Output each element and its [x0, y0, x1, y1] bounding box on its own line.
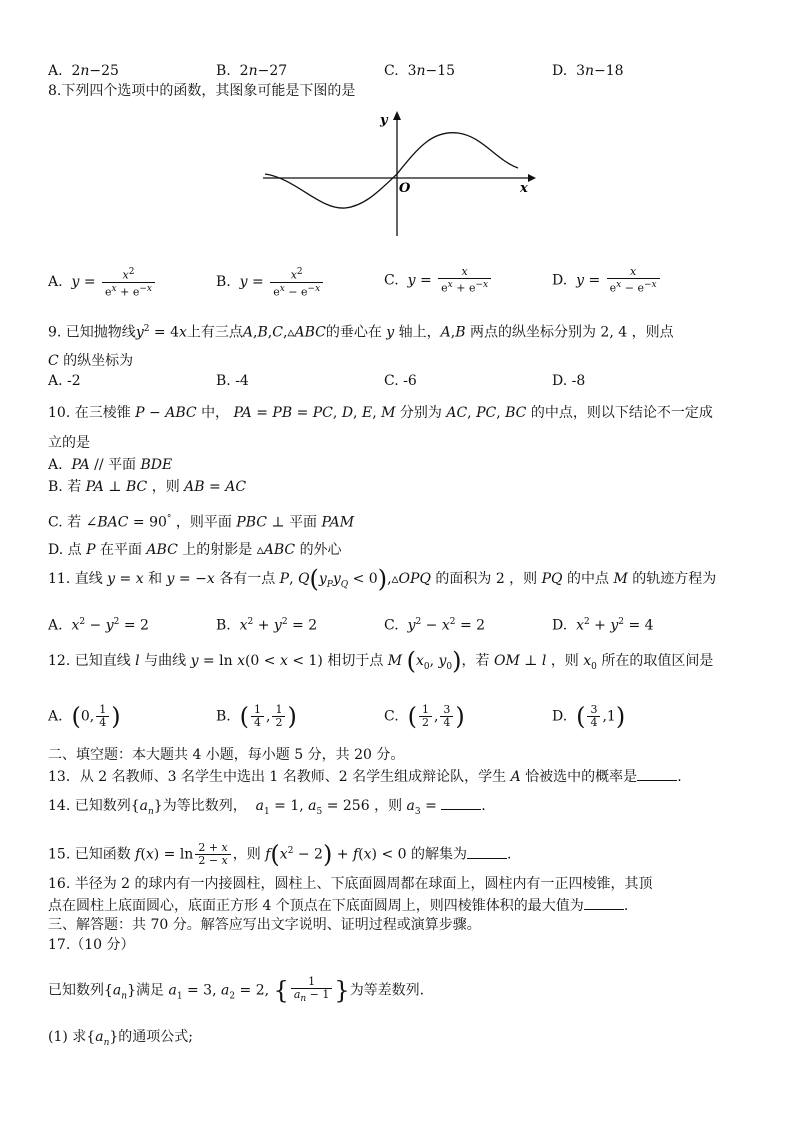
q15-answer-blank[interactable]	[467, 846, 507, 859]
q10-option-b: B. 若 PA ⊥ BC ，则 AB = AC	[48, 479, 247, 495]
q17-part1: (1) 求$\{a_n\}$的通项公式;	[48, 1029, 193, 1048]
q11-option-d: D. $x^2 + y^2 = 4$	[552, 617, 654, 634]
q12-option-b: B. ( $\frac{1}{4}$ , $\frac{1}{2}$ )	[216, 702, 297, 731]
q13-stem: 13．从 2 名教师、3 名学生中选出 1 名教师、2 名学生组成辩论队，学生 A 恰被选中的概率是 .	[48, 769, 682, 785]
q8-option-d: D. y = $\frac{x}{e^x - e^{-x}}$	[552, 266, 662, 295]
q8-function-graph	[260, 108, 540, 238]
q14-answer-blank[interactable]	[441, 797, 481, 810]
q8-option-b: B. y = $\frac{x^2}{e^x - e^{-x}}$	[216, 266, 325, 298]
q10-option-a: A. PA // 平面 BDE	[48, 457, 173, 473]
q7-option-a: A. 2n−25	[48, 63, 119, 79]
q10-option-d: D. 点 P 在平面 ABC 上的射影是 ▵ABC 的外心	[48, 542, 342, 558]
q9-stem-line2: C 的纵坐标为	[48, 353, 134, 369]
q9-stem: 9. 已知抛物线$y^2 = 4x$上有三点A,B,C,▵ABC的垂心在 y 轴上，A,B 两点的纵坐标分别为 2, 4 ，则点	[48, 324, 674, 341]
q12-stem: 12. 已知直线 l 与曲线 y = ln x(0 < x < 1) 相切于点 M ($x_0$, $y_0$)，若 OM ⊥ l ，则 $x_0$ 所在的取值区间是	[48, 647, 714, 675]
q16-stem-line2: 点在圆柱上底面圆心，底面正方形 4 个顶点在下底面圆周上，则四棱锥体积的最大值为 .	[48, 898, 629, 914]
graph-y-label: y	[380, 113, 388, 128]
q7-option-b: B. 2n−27	[216, 63, 288, 79]
q11-option-b: B. $x^2 + y^2 = 2$	[216, 617, 318, 634]
q12-option-d: D. ( $\frac{3}{4}$ ,1)	[552, 702, 626, 731]
q10-stem: 10. 在三棱锥 P − ABC 中， PA = PB = PC, D, E, M 分别为 AC, PC, BC 的中点，则以下结论不一定成	[48, 405, 713, 421]
q14-stem: 14. 已知数列$\{a_n\}$为等比数列， $a_1 = 1$, $a_5 = 256$ ，则 $a_3$ = .	[48, 798, 486, 817]
q10-option-c: C. 若 ∠BAC = 90° ，则平面 PBC ⊥ 平面 PAM	[48, 514, 355, 531]
q17-stem: 已知数列$\{a_n\}$满足 $a_1 = 3$, $a_2 = 2$, { $\frac{1}{a_n - 1}$ }为等差数列.	[48, 975, 425, 1005]
q8-option-a: A. y = $\frac{x^2}{e^x + e^{-x}}$	[48, 266, 157, 298]
q15-stem: 15. 已知函数 f(x) = ln $\frac{2 + x}{2 - x}$ ，则 $f(x^2 - 2) + f(x) < 0$ 的解集为 .	[48, 840, 512, 869]
section-solution-heading: 三、解答题：共 70 分。解答应写出文字说明、证明过程或演算步骤。	[48, 917, 481, 933]
q17-heading: 17.（10 分）	[48, 937, 135, 953]
q10-stem-line2: 立的是	[48, 435, 90, 451]
q11-stem: 11. 直线 y = x 和 y = −x 各有一点 P, $Q(y_Py_Q$ < 0),▵OPQ 的面积为 2 ，则 PQ 的中点 M 的轨迹方程为	[48, 565, 717, 593]
q8-option-c: C. y = $\frac{x}{e^x + e^{-x}}$	[384, 266, 493, 295]
q16-answer-blank[interactable]	[584, 897, 624, 910]
q13-answer-blank[interactable]	[637, 768, 677, 781]
section-fill-in-heading: 二、填空题：本大题共 4 小题，每小题 5 分，共 20 分。	[48, 747, 405, 763]
q7-option-d: D. 3n−18	[552, 63, 624, 79]
q9-option-a: A. -2	[48, 373, 81, 389]
q9-option-b: B. -4	[216, 373, 249, 389]
q9-option-d: D. -8	[552, 373, 586, 389]
q16-stem-line1: 16. 半径为 2 的球内有一内接圆柱，圆柱上、下底面圆周都在球面上，圆柱内有一正四棱锥，其顶	[48, 876, 653, 892]
graph-x-label: x	[520, 181, 528, 196]
q9-option-c: C. -6	[384, 373, 417, 389]
q11-option-a: A. $x^2 - y^2 = 2$	[48, 617, 149, 634]
graph-origin-label: O	[399, 181, 411, 196]
q7-option-c: C. 3n−15	[384, 63, 456, 79]
q12-option-c: C. ( $\frac{1}{2}$ , $\frac{3}{4}$ )	[384, 702, 465, 731]
q12-option-a: A. (0, $\frac{1}{4}$ )	[48, 702, 121, 731]
q11-option-c: C. $y^2 - x^2 = 2$	[384, 617, 486, 634]
q8-stem: 8.下列四个选项中的函数，其图象可能是下图的是	[48, 83, 356, 99]
